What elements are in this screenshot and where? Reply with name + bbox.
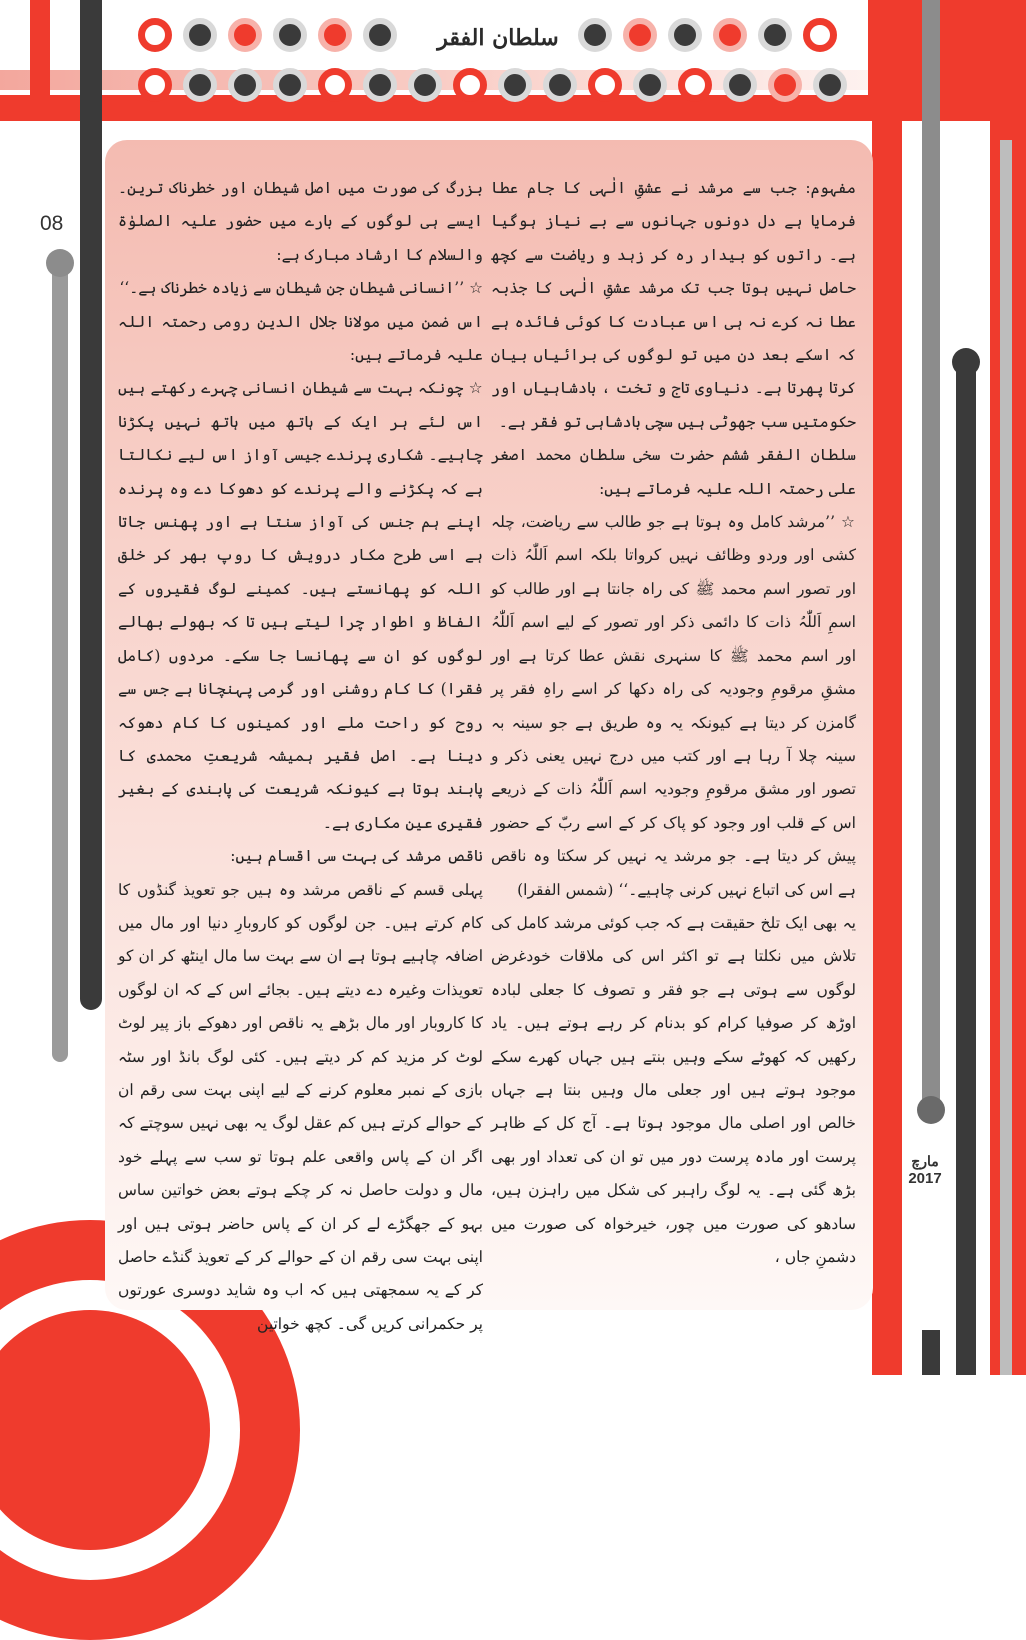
paragraph: بزرگ کی صورت میں اصل شیطان اور خطرناک ترین۔ ایسے ہی لوگوں کے بارے میں حضور علیہ الصلوٰۃ والسلام کا ارشاد مبارک ہے:: [118, 179, 483, 264]
magazine-logo: سلطان الفقر: [437, 25, 559, 51]
quote-text: چونکہ بہت سے شیطان انسانی چہرے رکھتے ہیں اس لئے ہر ایک کے ہاتھ میں ہاتھ نہیں پکڑنا چاہیے۔ شکاری پرندے جیسی آواز اس لیے نکالتا ہے کہ پکڑنے والے پرندے کو دھوکا دے وہ پرندہ اپنے ہم جنس کی آواز سنتا ہے اور پھنس جاتا ہے اسی طرح مکار درویش کا روپ بھر کر خلق اللہ کو پھانستے ہیں۔ کمینے لوگ فقیروں کے الفاظ و اطوار چرا لیتے ہیں تا کہ بھولے بھالے لوگوں کو ان سے پھانسا جا سکے۔ مردوں (کامل فقرا) کا کام روشنی اور گرمی پہنچانا ہے جس سے روح کو راحت ملے اور کمینوں کا کام دھوکہ دینا ہے۔ اصل فقیر ہمیشہ شریعتِ محمدی کا پابند ہوتا ہے کیونکہ شریعت کی پابندی کے بغیر فقیری عین مکاری ہے۔: [118, 379, 483, 832]
right-gray-bar: [922, 0, 940, 1110]
right-knob: [917, 1096, 945, 1124]
paragraph: اس ضمن میں مولانا جلال الدین رومی رحمتہ اللہ علیہ فرماتے ہیں:: [118, 312, 483, 365]
right-red-bar: [872, 0, 902, 1375]
quote-paragraph: [118, 272, 483, 305]
issue-month: مارچ: [911, 1153, 939, 1169]
quote-text: ’’انسانی شیطان جن شیطان سے زیادہ خطرناک ہے۔‘‘: [119, 279, 465, 298]
right-edge-gray-bar: [1000, 140, 1012, 1375]
issue-year: 2017: [908, 1170, 942, 1187]
paragraph: پہلی قسم کے ناقص مرشد وہ ہیں جو تعویذ گنڈوں کا کام کرتے ہیں۔ جن لوگوں کو کاروبارِ دنیا اور مال میں اضافہ چاہیے ہوتا ہے ان سے بہت سا مال اینٹھ کر ان کو تعویذات وغیرہ دے دیتے ہیں۔ بجائے اس کے کہ ان لوگوں کا کاروبار اور مال بڑھے یہ ناقص اور دھوکے باز پیر لوٹ لوٹ کر مزید کم کر دیتے ہیں۔ کئی لوگ بانڈ اور سٹہ بازی کے نمبر معلوم کرنے کے لیے اپنی بہت سی رقم ان کے حوالے کرتے ہیں کم عقل لوگ یہ بھی نہیں سوچتے کہ اگر ان کے پاس واقعی علم ہوتا تو سب سے پہلے خود مال و دولت حاصل نہ کر چکے ہوتے بعض خواتین ساس بہو کے جھگڑے لے کر ان کے پاس حاضر ہوتی ہیں اور اپنی بہت سی رقم ان کے حوالے کر کے تعویذ گنڈے حاصل کر کے یہ سمجھتی ہیں کہ اب وہ شاید دوسری عورتوں پر حکمرانی کریں گی۔ کچھ خواتین: [118, 880, 483, 1333]
paragraph: مفہوم: جب سے مرشد نے عشقِ الٰہی کا جام عطا فرمایا ہے دل دونوں جہانوں سے بے نیاز ہوگیا ہے۔ راتوں کو بیدار رہ کر زہد و ریاضت سے کچھ حاصل نہیں ہوتا جب تک مرشد عشقِ الٰہی کا جذبہ عطا نہ کرے نہ ہی اس عبادت کا کوئی فائدہ ہے کہ اسکے بعد دن میں تو لوگوں کی برائیاں بیان کرتا پھرتا ہے۔ دنیاوی تاج و تخت ، بادشاہیاں اور حکومتیں سب جھوٹی ہیں سچی بادشاہی تو فقر ہے۔: [491, 179, 856, 431]
right-dark-knob: [952, 348, 980, 376]
issue-date: [900, 1152, 950, 1188]
left-knob: [46, 249, 74, 277]
paragraph: ناقص مرشد کی بہت سی اقسام ہیں:: [230, 847, 483, 866]
page-number: 08: [40, 212, 64, 235]
quote-paragraph: [491, 506, 856, 907]
paragraph: یہ بھی ایک تلخ حقیقت ہے کہ جب کوئی مرشد کامل کی تلاش میں نکلتا ہے تو اکثر اس کی ملاقات خودغرض لوگوں سے ہوتی ہے جو فقر و تصوف کا جعلی لبادہ اوڑھ کر صوفیا کرام کو بدنام کر رہے ہوتے ہیں۔ یاد رکھیں کہ کھوٹے سکے وہیں بنتے ہیں جہاں کھرے سکے موجود ہوتے ہیں اور جعلی مال وہیں بنتا ہے جہاں خالص اور اصلی مال موجود ہوتا ہے۔ آج کل کے ظاہر پرست اور مادہ پرست دور میں تو ان کی تعداد اور بھی بڑھ گئی ہے۔ یہ لوگ راہبر کی شکل میں راہزن ہیں، سادھو کی صورت میں چور، خیرخواہ کی صورت میں دشمنِ جاں ،: [491, 913, 856, 1266]
right-column: [491, 172, 856, 1266]
paragraph: سلطان الفقر ششم حضرت سخی سلطان محمد اصغر علی رحمتہ اللہ علیہ فرماتے ہیں:: [491, 446, 856, 498]
left-column: [118, 172, 483, 1333]
left-light-gray-bar: [52, 262, 68, 1062]
right-dark-bar: [956, 362, 976, 1375]
left-red-bar: [30, 0, 50, 95]
quote-paragraph: [118, 372, 483, 840]
quote-text: ’’مرشد کامل وہ ہوتا ہے جو طالب سے ریاضت، چلہ کشی اور وردو وظائف نہیں کرواتا بلکہ اسم اَللّٰہُ ذات اور تصور اسم محمد ﷺ کی راہ جانتا ہے اور طالب کو اسمِ اَللّٰہُ ذات کا دائمی ذکر اور تصور کے لیے اسم اَللّٰہُ اور اسم محمد ﷺ کا سنہری نقش عطا کرتا ہے اور مشقِ مرقومِ وجودیہ کی راہ دکھا کر اسے راہِ فقر پر گامزن کر دیتا ہے کیونکہ یہ وہ طریق ہے جو سینہ بہ سینہ چلا آ رہا ہے اور کتب میں درج نہیں یعنی ذکر و تصور اور مشق مرقومِ وجودیہ اسم اَللّٰہُ ذات کے ذریعے اس کے قلب اور وجود کو پاک کر کے اسے ربّ کے حضور پیش کر دیتا ہے۔ جو مرشد یہ نہیں کر سکتا وہ ناقص ہے اس کی اتباع نہیں کرنی چاہیے۔‘‘ (شمس الفقرا): [491, 513, 856, 899]
bottom-gray-bar: [922, 1330, 940, 1375]
left-gray-bar: [80, 0, 102, 1010]
